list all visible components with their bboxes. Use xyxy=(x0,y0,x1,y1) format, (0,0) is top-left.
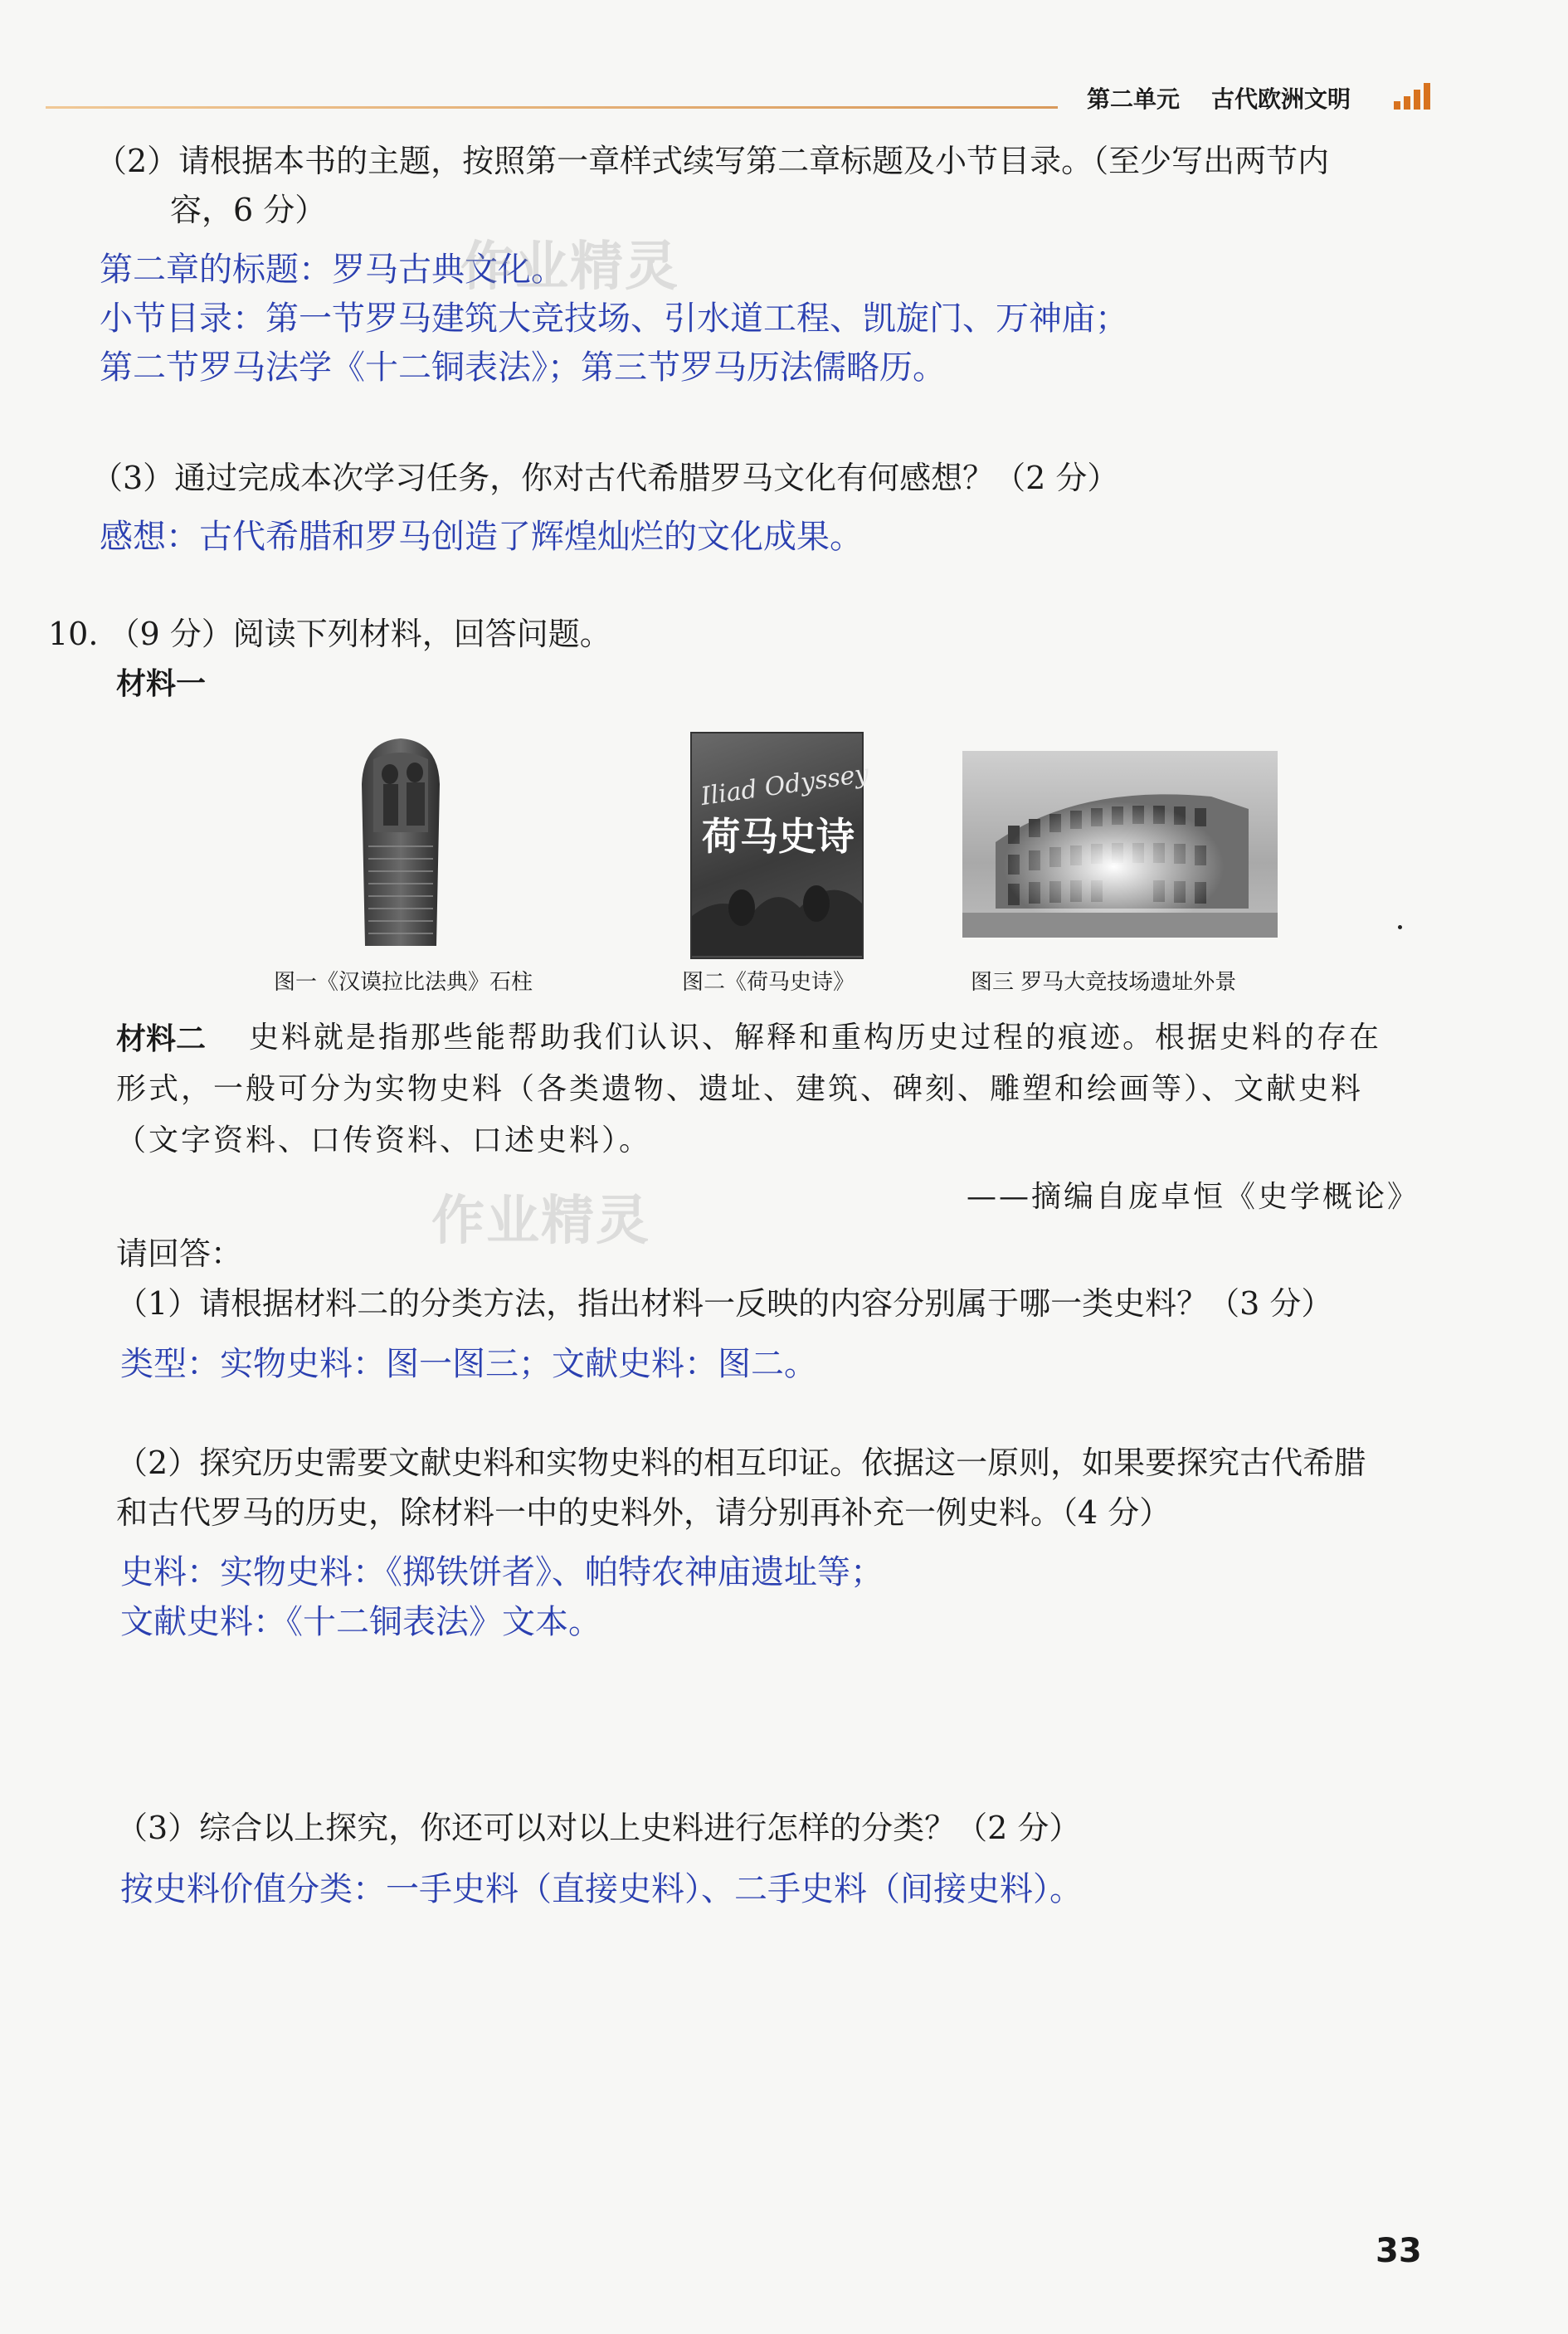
q10-part1: （1）请根据材料二的分类方法，指出材料一反映的内容分别属于哪一类史料？（3 分） xyxy=(116,1285,1333,1322)
q10-part2-line2: 和古代罗马的历史，除材料一中的史料外，请分别再补充一例史料。（4 分） xyxy=(116,1494,1171,1531)
ask-label: 请回答： xyxy=(116,1235,243,1272)
watermark-2: 作业精灵 xyxy=(431,1191,650,1252)
q9-answer2-line2: 小节目录：第一节罗马建筑大竞技场、引水道工程、凯旋门、万神庙； xyxy=(100,300,1128,338)
book-cover-title-en: Iliad Odyssey xyxy=(699,758,871,812)
watermark: 作业精灵 xyxy=(460,236,679,298)
header-bars-icon xyxy=(1394,80,1435,113)
material-two-source: ——摘编自庞卓恒《史学概论》 xyxy=(967,1180,1420,1214)
figure-colosseum-image xyxy=(962,751,1278,938)
q9-part2-line2: 容，6 分） xyxy=(170,192,327,228)
header-title: 古代欧洲文明 xyxy=(1211,85,1351,113)
q9-answer2-line1: 第二章的标题：罗马古典文化。 xyxy=(100,251,564,289)
material-one-label: 材料一 xyxy=(116,667,207,701)
figure-book-cover-image xyxy=(690,732,871,959)
header-unit: 第二单元 xyxy=(1087,85,1181,113)
material-two-label: 材料二 xyxy=(116,1022,207,1056)
caption-figure-1: 图一《汉谟拉比法典》石柱 xyxy=(274,970,533,995)
book-cover-title-cn: 荷马史诗 xyxy=(702,814,855,859)
q10-answer1: 类型：实物史料：图一图三；文献史料：图二。 xyxy=(120,1345,817,1383)
q10-answer2-line1: 史料：实物史料：《掷铁饼者》、帕特农神庙遗址等； xyxy=(120,1553,884,1591)
q10-stem: 10. （9 分）阅读下列材料，回答问题。 xyxy=(48,616,611,652)
caption-figure-3: 图三 罗马大竞技场遗址外景 xyxy=(971,970,1237,995)
material-two-line1: 史料就是指那些能帮助我们认识、解释和重构历史过程的痕迹。根据史料的存在 xyxy=(249,1021,1382,1055)
q9-answer2-line3: 第二节罗马法学《十二铜表法》；第三节罗马历法儒略历。 xyxy=(100,348,946,387)
caption-figure-2: 图二《荷马史诗》 xyxy=(682,970,855,995)
q10-answer2-line2: 文献史料：《十二铜表法》文本。 xyxy=(120,1603,601,1641)
q10-part3: （3）综合以上探究，你还可以对以上史料进行怎样的分类？（2 分） xyxy=(116,1810,1081,1846)
material-two-line3: （文字资料、口传资料、口述史料）。 xyxy=(116,1123,652,1157)
q9-answer3: 感想：古代希腊和罗马创造了辉煌灿烂的文化成果。 xyxy=(100,518,863,556)
material-two-line2: 形式，一般可分为实物史料（各类遗物、遗址、建筑、碑刻、雕塑和绘画等）、文献史料 xyxy=(116,1072,1364,1106)
q9-part3: （3）通过完成本次学习任务，你对古代希腊罗马文化有何感想？（2 分） xyxy=(91,460,1119,496)
q10-part2-line1: （2）探究历史需要文献史料和实物史料的相互印证。依据这一原则，如果要探究古代希腊 xyxy=(116,1445,1366,1481)
q9-part2-line1: （2）请根据本书的主题，按照第一章样式续写第二章标题及小节目录。（至少写出两节内 xyxy=(95,143,1330,179)
figure-stele-image xyxy=(347,734,455,946)
q10-answer3: 按史料价值分类：一手史料（直接史料）、二手史料（间接史料）。 xyxy=(120,1870,1083,1908)
page-number: 33 xyxy=(1376,2232,1422,2270)
stray-dot xyxy=(1398,925,1402,929)
header-rule xyxy=(46,106,1058,109)
